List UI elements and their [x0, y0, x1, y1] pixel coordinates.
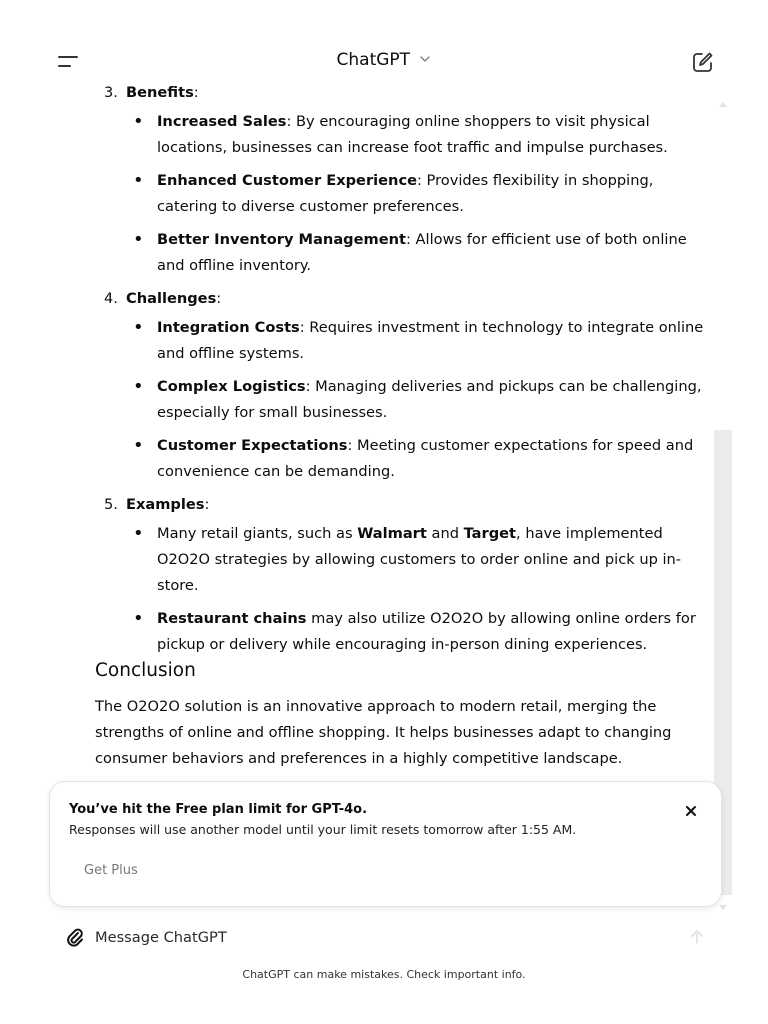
paperclip-icon	[65, 927, 85, 949]
scroll-up-arrow[interactable]	[717, 95, 729, 105]
list-item-examples: 5. Examples: • Many retail giants, such as Walmart and Target, have implemented O2O2O strategies by allowing customers to order online and pick up in-store. • Restaurant chains may also utilize O2O2O by allowing online orders for pickup or delivery while encouraging in-person dining experiences.	[95, 492, 707, 658]
top-bar	[0, 0, 768, 90]
section-heading: Examples	[126, 496, 205, 513]
chevron-down-icon	[419, 50, 431, 70]
message-composer	[49, 915, 720, 959]
list-item: • Complex Logistics: Managing deliveries and pickups can be challenging, especially for small businesses.	[126, 374, 707, 426]
new-chat-button[interactable]	[689, 48, 717, 76]
plan-limit-banner	[49, 781, 722, 907]
conclusion-heading: Conclusion	[95, 660, 196, 681]
arrow-up-icon	[687, 927, 707, 947]
section-heading: Benefits	[126, 84, 194, 101]
assistant-message	[95, 80, 707, 665]
banner-description: Responses will use another model until your limit resets tomorrow after 1:55 AM.	[69, 822, 577, 837]
list-number: 5.	[104, 496, 118, 513]
section-heading: Challenges	[126, 290, 217, 307]
list-item: • Better Inventory Management: Allows for efficient use of both online and offline inventory.	[126, 227, 707, 279]
footer-disclaimer: ChatGPT can make mistakes. Check important info.	[242, 968, 526, 981]
model-selector[interactable]	[0, 50, 768, 70]
new-chat-icon	[689, 48, 717, 76]
get-plus-button[interactable]: Get Plus	[84, 863, 138, 878]
banner-title: You’ve hit the Free plan limit for GPT-4o.	[69, 802, 368, 817]
list-item: • Enhanced Customer Experience: Provides flexibility in shopping, catering to diverse customer preferences.	[126, 168, 707, 220]
conclusion-paragraph: The O2O2O solution is an innovative approach to modern retail, merging the strengths of online and offline shopping. It helps businesses adapt to changing consumer behaviors and preferences in a highly competitive landscape.	[95, 698, 672, 767]
banner-close-button[interactable]	[682, 802, 700, 820]
app-title[interactable]: ChatGPT	[336, 50, 411, 70]
list-item-challenges: 4. Challenges: • Integration Costs: Requires investment in technology to integrate online and offline systems. • Complex Logistics: Managing deliveries and pickups can be challenging, especially for small businesses. • Customer Expectations: Meeting customer expectations for speed and convenience can be demanding.	[95, 286, 707, 485]
list-item: • Restaurant chains may also utilize O2O2O by allowing online orders for pickup or delivery while encouraging in-person dining experiences.	[126, 606, 707, 658]
list-item: • Many retail giants, such as Walmart and Target, have implemented O2O2O strategies by allowing customers to order online and pick up in-store.	[126, 521, 707, 599]
attach-button[interactable]	[65, 927, 85, 949]
send-button[interactable]	[687, 927, 707, 947]
list-item: • Increased Sales: By encouraging online shoppers to visit physical locations, businesses can increase foot traffic and impulse purchases.	[126, 109, 707, 161]
close-icon	[682, 802, 700, 820]
list-number: 3.	[104, 84, 118, 101]
list-item: • Customer Expectations: Meeting customer expectations for speed and convenience can be demanding.	[126, 433, 707, 485]
list-item: • Integration Costs: Requires investment in technology to integrate online and offline systems.	[126, 315, 707, 367]
message-input[interactable]	[95, 925, 655, 949]
list-number: 4.	[104, 290, 118, 307]
list-item-benefits: 3. Benefits: • Increased Sales: By encouraging online shoppers to visit physical locations, businesses can increase foot traffic and impulse purchases. • Enhanced Customer Experience: Provides flexibility in shopping, catering to diverse customer preferences. • Better Inventory Management: Allows for efficient use of both online and offline inventory.	[95, 80, 707, 279]
